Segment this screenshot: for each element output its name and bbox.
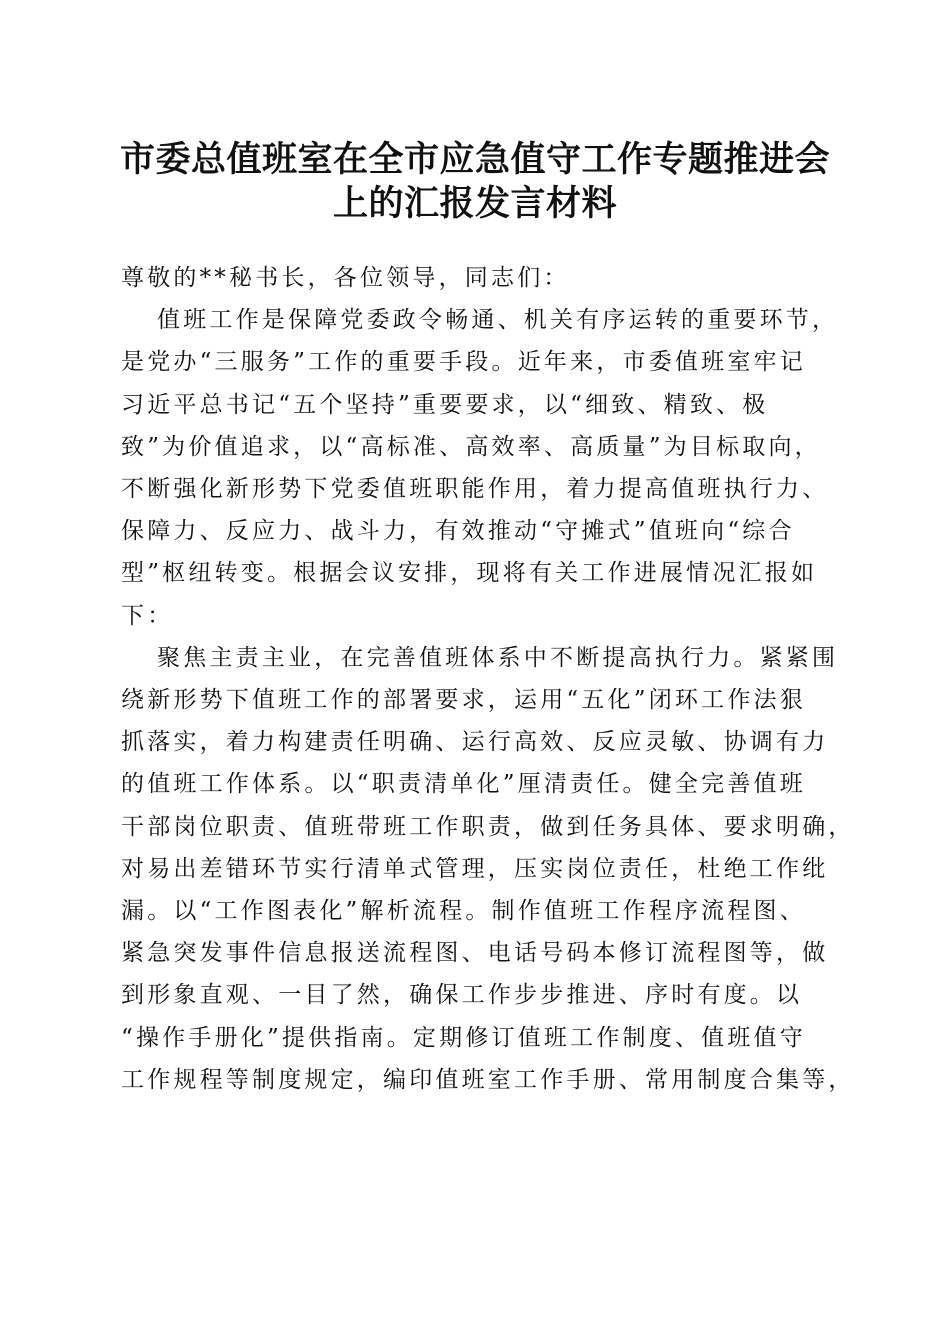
paragraph-line: “操作手册化”提供指南。定期修订值班工作制度、值班值守 (121, 1024, 806, 1051)
paragraph-line: 致”为价值追求，以“高标准、高效率、高质量”为目标取向， (121, 433, 821, 460)
paragraph-2 (121, 637, 855, 1101)
paragraph-line: 抓落实，着力构建责任明确、运行高效、反应灵敏、协调有力 (121, 729, 829, 756)
paragraph-1 (121, 299, 839, 637)
paragraph-line: 到形象直观、一目了然，确保工作步步推进、序时有度。以 (121, 982, 803, 1009)
paragraph-line: 型”枢纽转变。根据会议安排，现将有关工作进展情况汇报如 (121, 560, 818, 587)
document-title (110, 138, 840, 226)
paragraph-line: 紧急突发事件信息报送流程图、电话号码本修订流程图等，做 (121, 940, 829, 967)
paragraph-line: 漏。以“工作图表化”解析流程。制作值班工作程序流程图、 (121, 898, 806, 925)
paragraph-line: 对易出差错环节实行清单式管理，压实岗位责任，杜绝工作纰 (121, 855, 829, 882)
title-line-1: 市委总值班室在全市应急值守工作专题推进会 (119, 139, 830, 180)
paragraph-line: 是党办“三服务”工作的重要手段。近年来，市委值班室牢记 (121, 349, 806, 376)
paragraph-line: 的值班工作体系。以“职责清单化”厘清责任。健全完善值班 (121, 771, 806, 798)
paragraph-line: 绕新形势下值班工作的部署要求，运用“五化”闭环工作法狠 (121, 687, 806, 714)
paragraph-line: 聚焦主责主业，在完善值班体系中不断提高执行力。紧紧围 (157, 644, 839, 671)
paragraph-line: 干部岗位职责、值班带班工作职责，做到任务具体、要求明确， (121, 813, 855, 840)
paragraph-line: 习近平总书记“五个坚持”重要要求，以“细致、精致、极 (121, 391, 769, 418)
paragraph-line: 不断强化新形势下党委值班职能作用，着力提高值班执行力、 (121, 476, 829, 503)
paragraph-line: 值班工作是保障党委政令畅通、机关有序运转的重要环节， (157, 307, 839, 334)
salutation: 尊敬的**秘书长，各位领导，同志们： (121, 265, 570, 291)
paragraph-line: 保障力、反应力、战斗力，有效推动“守摊式”值班向“综合 (121, 518, 795, 545)
document-body (121, 257, 855, 1101)
paragraph-line: 下： (121, 602, 174, 629)
title-line-2: 上的汇报发言材料 (332, 183, 617, 224)
paragraph-line: 工作规程等制度规定，编印值班室工作手册、常用制度合集等， (121, 1066, 855, 1093)
